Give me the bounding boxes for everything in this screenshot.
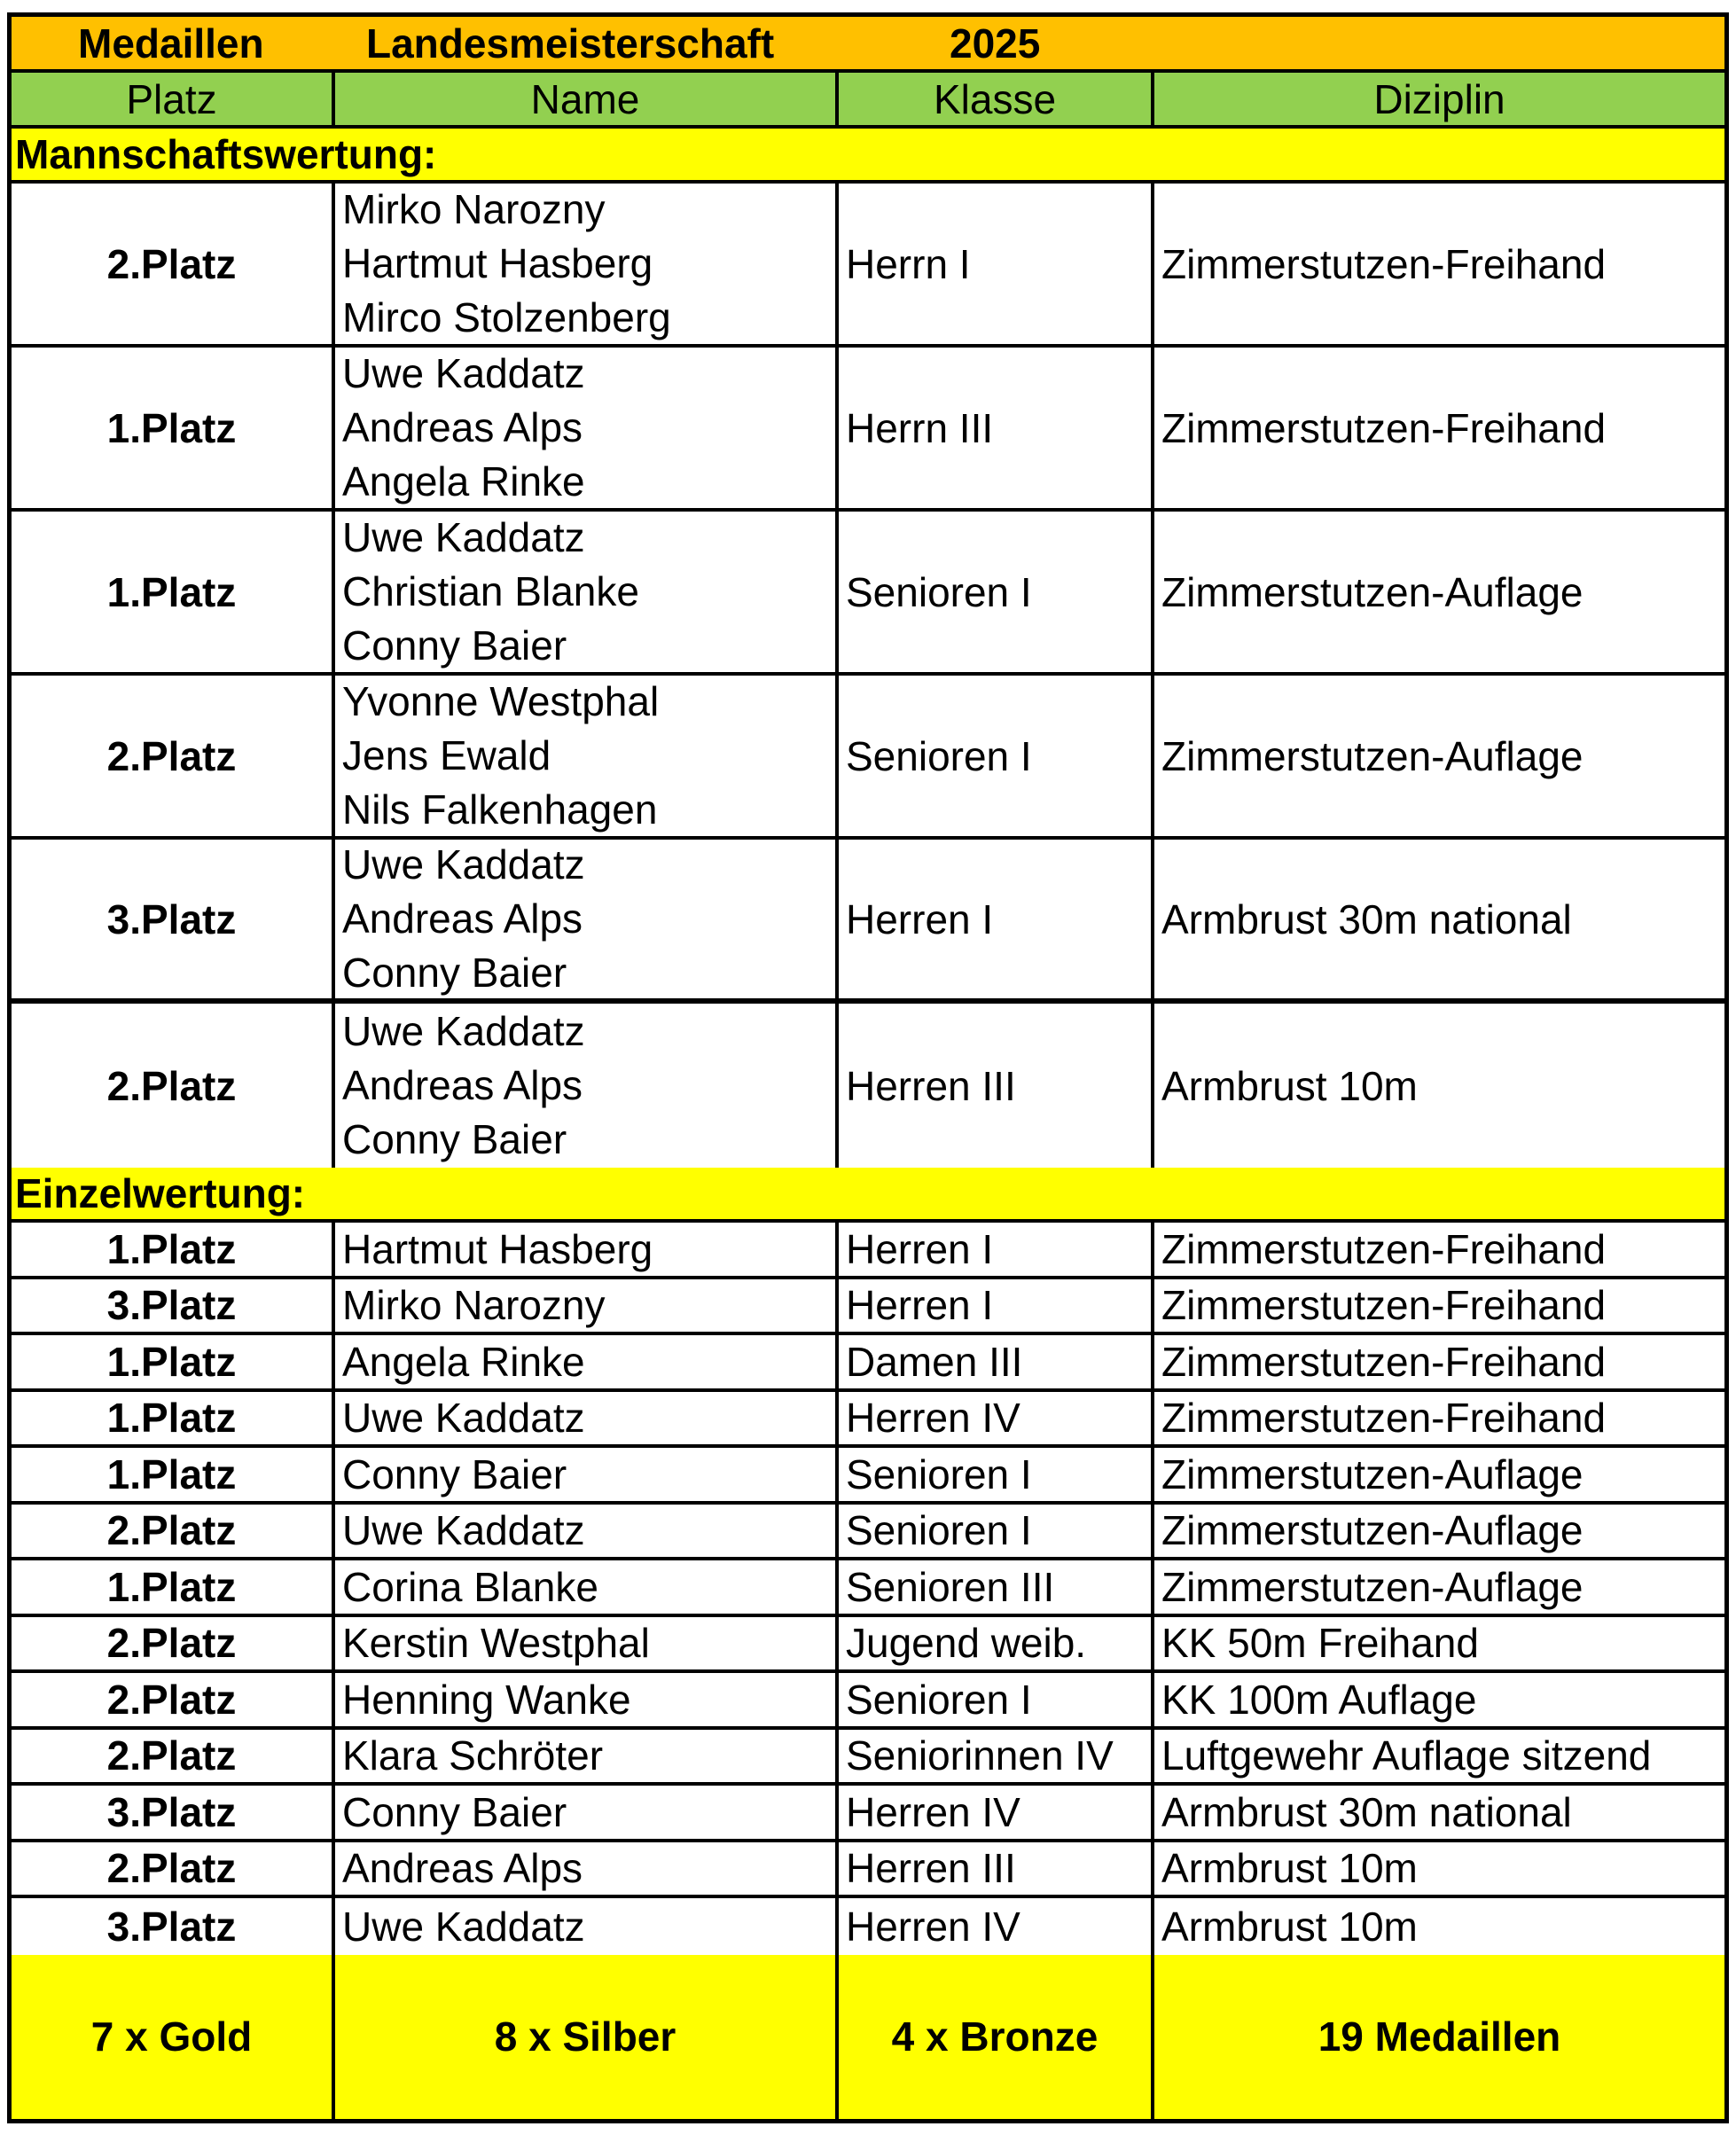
name-cell: Klara Schröter [335, 1730, 839, 1783]
klasse-cell: Damen III [839, 1335, 1154, 1388]
klasse-cell: Herren IV [839, 1898, 1154, 1955]
name-cell: Hartmut Hasberg [335, 1223, 839, 1276]
platz-cell: 2.Platz [12, 1505, 335, 1558]
team-member-name: Conny Baier [342, 622, 567, 668]
platz-cell: 1.Platz [12, 1392, 335, 1445]
klasse-cell: Herren I [839, 840, 1154, 998]
klasse-cell: Senioren I [839, 1673, 1154, 1726]
header-name: Name [335, 73, 839, 125]
klasse-cell: Senioren I [839, 1505, 1154, 1558]
team-member-name: Uwe Kaddatz [342, 841, 585, 887]
disziplin-cell: Zimmerstutzen-Auflage [1161, 568, 1584, 615]
disziplin-cell: Zimmerstutzen-Auflage [1161, 732, 1584, 779]
klasse-cell: Herren I [839, 1223, 1154, 1276]
klasse-cell: Senioren III [839, 1560, 1154, 1614]
platz-cell: 2.Platz [12, 1617, 335, 1670]
platz-cell: 2.Platz [12, 1004, 335, 1168]
disziplin-cell: Zimmerstutzen-Freihand [1161, 1225, 1607, 1272]
team-member-name: Uwe Kaddatz [342, 350, 585, 396]
klasse-cell: Herrn III [839, 348, 1154, 508]
event-name: Landesmeisterschaft [366, 20, 775, 66]
single-row [12, 1223, 1724, 1279]
single-row [12, 1279, 1724, 1336]
platz-cell: 2.Platz [12, 1730, 335, 1783]
total-bronze: 4 x Bronze [839, 1955, 1154, 2119]
platz-cell: 1.Platz [12, 1448, 335, 1501]
platz-cell: 1.Platz [12, 1335, 335, 1388]
platz-cell: 2.Platz [12, 1842, 335, 1896]
platz-cell: 1.Platz [12, 348, 335, 508]
single-row [12, 1448, 1724, 1505]
platz-cell: 3.Platz [12, 1279, 335, 1333]
disziplin-cell: Luftgewehr Auflage sitzend [1161, 1732, 1652, 1779]
total-silber: 8 x Silber [335, 1955, 839, 2119]
team-names-cell [335, 676, 839, 836]
team-member-name: Christian Blanke [342, 568, 639, 614]
single-row [12, 1898, 1724, 1955]
disziplin-cell: Zimmerstutzen-Freihand [1161, 1338, 1607, 1385]
name-cell: Conny Baier [335, 1786, 839, 1839]
event-year: 2025 [950, 20, 1041, 66]
name-cell: Mirko Narozny [335, 1279, 839, 1333]
single-row [12, 1842, 1724, 1899]
klasse-cell: Herrn I [839, 184, 1154, 344]
team-member-name: Andreas Alps [342, 404, 583, 450]
medal-table [7, 12, 1729, 2123]
platz-cell: 1.Platz [12, 1560, 335, 1614]
single-row [12, 1786, 1724, 1842]
team-names-cell [335, 840, 839, 998]
totals-row [12, 1955, 1724, 2119]
disziplin-cell: KK 100m Auflage [1161, 1676, 1477, 1723]
name-cell: Uwe Kaddatz [335, 1505, 839, 1558]
team-row [12, 512, 1724, 676]
disziplin-cell: Armbrust 30m national [1161, 895, 1572, 942]
name-cell: Conny Baier [335, 1448, 839, 1501]
disziplin-cell: Zimmerstutzen-Freihand [1161, 1395, 1607, 1442]
single-section-heading: Einzelwertung: [12, 1168, 1724, 1223]
team-row [12, 840, 1724, 1004]
team-member-name: Mirko Narozny [342, 186, 606, 232]
team-names-cell [335, 1004, 839, 1168]
single-row [12, 1392, 1724, 1449]
team-names-cell [335, 348, 839, 508]
platz-cell: 2.Platz [12, 676, 335, 836]
klasse-cell: Herren IV [839, 1392, 1154, 1445]
team-member-name: Angela Rinke [342, 458, 585, 504]
title-label: Medaillen [78, 20, 264, 66]
klasse-cell: Jugend weib. [839, 1617, 1154, 1670]
disziplin-cell: KK 50m Freihand [1161, 1620, 1479, 1667]
header-disziplin: Diziplin [1373, 75, 1505, 122]
team-row [12, 348, 1724, 512]
team-member-name: Uwe Kaddatz [342, 514, 585, 560]
name-cell: Kerstin Westphal [335, 1617, 839, 1670]
platz-cell: 3.Platz [12, 1786, 335, 1839]
single-row [12, 1617, 1724, 1674]
single-row [12, 1505, 1724, 1561]
klasse-cell: Herren III [839, 1004, 1154, 1168]
name-cell: Andreas Alps [335, 1842, 839, 1896]
klasse-cell: Herren III [839, 1842, 1154, 1896]
klasse-cell: Senioren I [839, 676, 1154, 836]
disziplin-cell: Zimmerstutzen-Auflage [1161, 1450, 1584, 1497]
klasse-cell: Herren IV [839, 1786, 1154, 1839]
platz-cell: 1.Platz [12, 512, 335, 672]
single-row [12, 1335, 1724, 1392]
disziplin-cell: Armbrust 30m national [1161, 1788, 1572, 1835]
team-member-name: Hartmut Hasberg [342, 240, 653, 286]
disziplin-cell: Armbrust 10m [1161, 1903, 1418, 1950]
team-section-heading: Mannschaftswertung: [12, 129, 1724, 184]
disziplin-cell: Armbrust 10m [1161, 1845, 1418, 1892]
name-cell: Angela Rinke [335, 1335, 839, 1388]
disziplin-cell: Zimmerstutzen-Freihand [1161, 1282, 1607, 1329]
platz-cell: 3.Platz [12, 1898, 335, 1955]
team-member-name: Andreas Alps [342, 1062, 583, 1108]
team-names-cell [335, 184, 839, 344]
disziplin-cell: Zimmerstutzen-Auflage [1161, 1507, 1584, 1554]
klasse-cell: Herren I [839, 1279, 1154, 1333]
platz-cell: 2.Platz [12, 1673, 335, 1726]
team-member-name: Conny Baier [342, 1116, 567, 1162]
klasse-cell: Senioren I [839, 1448, 1154, 1501]
team-row [12, 1004, 1724, 1168]
single-row [12, 1560, 1724, 1617]
team-names-cell [335, 512, 839, 672]
team-member-name: Conny Baier [342, 950, 567, 996]
name-cell: Uwe Kaddatz [335, 1898, 839, 1955]
total-gold: 7 x Gold [12, 1955, 335, 2119]
single-row [12, 1730, 1724, 1786]
total-medaillen: 19 Medaillen [1318, 2013, 1561, 2060]
title-row [12, 17, 1724, 73]
header-platz: Platz [12, 73, 335, 125]
platz-cell: 2.Platz [12, 184, 335, 344]
disziplin-cell: Zimmerstutzen-Auflage [1161, 1563, 1584, 1610]
team-member-name: Andreas Alps [342, 895, 583, 942]
klasse-cell: Senioren I [839, 512, 1154, 672]
platz-cell: 1.Platz [12, 1223, 335, 1276]
disziplin-cell: Zimmerstutzen-Freihand [1161, 240, 1607, 287]
platz-cell: 3.Platz [12, 840, 335, 998]
disziplin-cell: Armbrust 10m [1161, 1062, 1418, 1109]
team-member-name: Jens Ewald [342, 732, 551, 778]
team-row [12, 676, 1724, 840]
single-row [12, 1673, 1724, 1730]
header-klasse: Klasse [839, 73, 1154, 125]
name-cell: Corina Blanke [335, 1560, 839, 1614]
team-member-name: Mirco Stolzenberg [342, 294, 671, 340]
name-cell: Henning Wanke [335, 1673, 839, 1726]
team-member-name: Uwe Kaddatz [342, 1008, 585, 1054]
disziplin-cell: Zimmerstutzen-Freihand [1161, 404, 1607, 451]
column-header-row [12, 73, 1724, 129]
team-member-name: Yvonne Westphal [342, 678, 660, 724]
klasse-cell: Seniorinnen IV [839, 1730, 1154, 1783]
name-cell: Uwe Kaddatz [335, 1392, 839, 1445]
team-row [12, 184, 1724, 348]
team-member-name: Nils Falkenhagen [342, 786, 658, 833]
